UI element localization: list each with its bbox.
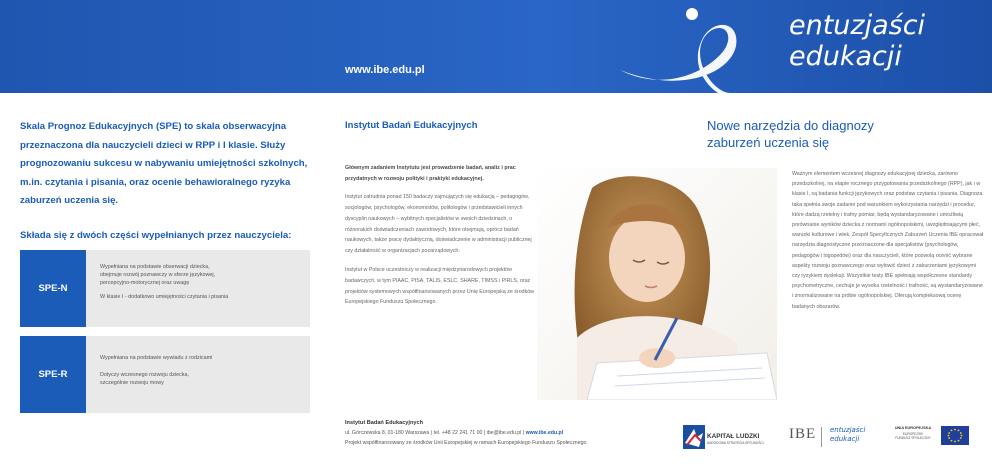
middle-column	[345, 120, 535, 308]
spe-r-line: szczególnie rozwoju mowy	[100, 379, 164, 386]
spe-lead-text: Skala Prognoz Edukacyjnych (SPE) to skala obserwacyjna przeznaczona dla nauczycieli dzieci w RPP i I klasie. Służy prognozowaniu sukcesu w nabywaniu umiejętności szkolnych, m.in. czytania i pisania, oraz ocenie behawioralnego ryzyka zaburzeń uczenia się.	[20, 121, 308, 206]
spe-n-line: Wypełniana na podstawie obserwacji dziecka,	[100, 264, 210, 270]
right-heading-block	[707, 117, 887, 151]
child-writing-photo	[537, 168, 777, 400]
footer	[345, 418, 645, 448]
eu-title: UNIA EUROPEJSKA	[894, 426, 932, 430]
spe-r-line: Dotyczy wczesnego rozwoju dziecka,	[100, 371, 189, 378]
diagnosis-body: Ważnym elementem wczesnej diagnozy edukacyjnej dziecka, zarówno przedszkolnej, na etapie rocznego przygotowania przedszkolnego (RPP), jak i w klasie I, są badania funkcji językowych oraz podstaw czytania i pisania. Diagnoza taka spełnia swoje zadanie pod warunkiem wykorzystania narzędzi i procedur, które dadzą rzetelny i trafny pomiar, będą wystandaryzowane i umożliwią porównanie wyników dziecka z normami ogólnopolskimi, uwzględniającymi płeć, warunki kulturowe i wiek. Zespół Specyficznych Zaburzeń Uczenia IBE opracował narzędzia diagnostyczne przeznaczone dla specjalistów (psychologów, pedagogów i logopedów) oraz dla nauczycieli, które pozwolą ocenić wybrane aspekty rozwoju poznawczego oraz wyłowić dzieci z zaburzeniami językowymi czy ryzykiem dysleksji. Wszystkie testy IBE spełniają współczesne standardy psychometryczne, cechuje je wysoka rzetelność i trafność, są wystandaryzowane i znormalizowane na próbie ogólnopolskiej. Oferują kompleksową ocenę badanych obszarów.	[792, 171, 984, 310]
ibe-paragraph-2: Instytut w Polsce uczestniczy w realizacji międzynarodowych projektów badawczych, w tym PIAAC, PISA, TALIS, ESLC, SHARE, TIMSS i PIRLS, oraz projektów systemowych współfinansowanych przez Unię Europejską ze środków Europejskiego Funduszu Społecznego.	[345, 266, 535, 306]
spe-r-line: Wypełniana na podstawie wywiadu z rodzicami	[100, 355, 213, 361]
eu-subtitle	[888, 432, 938, 440]
diagnosis-heading: Nowe narzędzia do diagnozy zaburzeń uczenia się	[707, 118, 874, 150]
footer-title: Instytut Badań Edukacyjnych	[345, 420, 424, 426]
eu-flag-icon	[941, 426, 969, 445]
kapital-ludzki-icon	[683, 425, 705, 449]
ibe-brand-line-2: edukacji	[830, 434, 860, 443]
footer-address: ul. Górczewska 8, 01-180 Warszawa | tel. +48 22 241 71 00 | ibe@ibe.edu.pl |	[345, 430, 526, 436]
spe-r-box	[20, 336, 310, 413]
brand-line-2: edukacji	[789, 41, 902, 72]
footer-project-note: Projekt współfinansowany ze środków Unii Europejskiej w ramach Europejskiego Funduszu Społecznego.	[345, 440, 588, 446]
banner-brand	[789, 10, 925, 72]
spe-n-box	[20, 250, 310, 327]
ibe-brand-line-1: entuzjaści	[830, 426, 866, 434]
spe-n-tag: SPE-N	[20, 250, 86, 327]
spacer	[100, 363, 300, 372]
kapital-ludzki-logo	[683, 425, 764, 454]
footer-contact	[345, 428, 645, 438]
ibe-wordmark: IBE	[789, 426, 817, 442]
brand-line-1: entuzjaści	[789, 10, 926, 41]
spe-subheading: Składa się z dwóch części wypełnianych przez nauczyciela:	[20, 229, 292, 241]
kl-strategy: NARODOWA STRATEGIA SPÓJNOŚCI	[707, 441, 764, 445]
ibe-divider	[821, 427, 822, 447]
spe-n-line: percepcyjno-motorycznej oraz uwagę	[100, 279, 190, 286]
banner-url-link[interactable]: www.ibe.edu.pl	[345, 64, 425, 76]
ibe-brand	[830, 426, 865, 443]
ibe-logo	[789, 426, 873, 450]
spe-n-line: W klasie I - dodatkowo umiejętności czytania i pisania	[100, 294, 229, 301]
spe-r-description	[100, 355, 300, 387]
ibe-heading: Instytut Badań Edukacyjnych	[345, 120, 478, 131]
ibe-paragraph-1: Instytut zatrudnia ponad 150 badaczy zajmujących się edukacją – pedagogów, socjologów, psychologów, ekonomistów, politologów i przedstawicieli innych dyscyplin naukowych – wybitnych specjalistów w swoich dziedzinach, o różnorakich doświadczeniach zawodowych, które obejmują, oprócz badań naukowych, także pracę dydaktyczną, doświadczenie w administracji publicznej czy działalność w organizacjach pozarządowych.	[345, 194, 532, 255]
eu-subtitle-line: EUROPEJSKI	[902, 432, 924, 436]
entuzjasci-logo-icon	[600, 0, 790, 93]
kl-name: KAPITAŁ LUDZKI	[707, 433, 760, 440]
spe-r-tag: SPE-R	[20, 336, 86, 413]
ibe-intro: Głównym zadaniem Instytutu jest prowadzenie badań, analiz i prac przydatnych w rozwoju polityki i praktyki edukacyjnej.	[345, 165, 516, 182]
header-banner	[0, 0, 992, 93]
spe-n-description	[100, 264, 300, 302]
spe-n-line: obejmuje rozwój poznawczy w sferze językowej,	[100, 271, 216, 278]
left-column	[20, 118, 310, 241]
photo-illustration	[537, 168, 777, 400]
footer-www-link[interactable]: www.ibe.edu.pl	[525, 430, 564, 436]
eu-subtitle-line: FUNDUSZ SPOŁECZNY	[895, 436, 931, 441]
spacer	[100, 287, 300, 294]
